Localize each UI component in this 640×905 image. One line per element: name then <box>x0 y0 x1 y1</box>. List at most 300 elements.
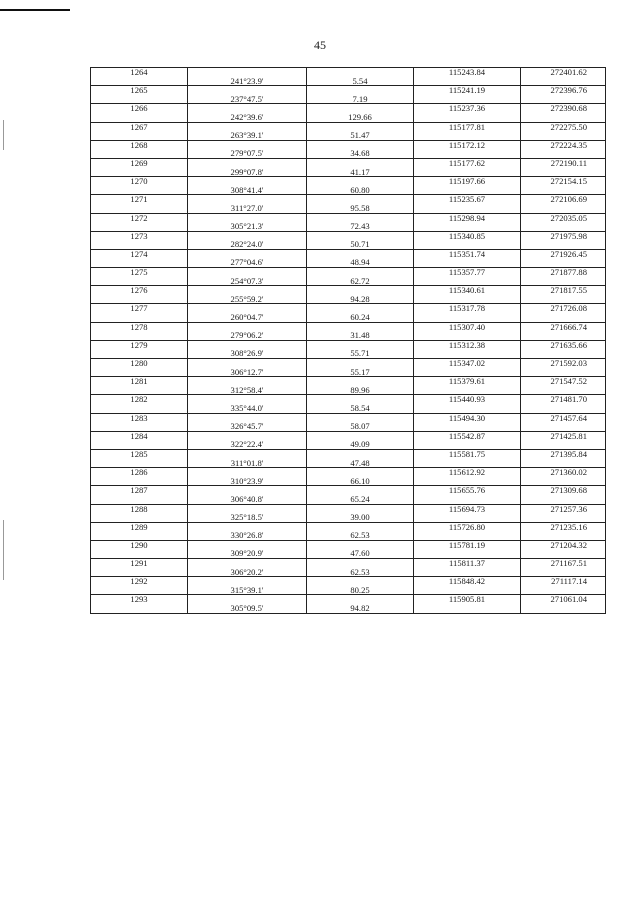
empty-cell <box>307 577 414 586</box>
bearing-angle-cell: 311°27.0' <box>188 204 307 213</box>
x-coordinate-cell: 115347.02 <box>414 359 521 368</box>
empty-cell <box>307 213 414 222</box>
segment-row <box>91 168 606 177</box>
empty-cell <box>521 568 606 577</box>
x-coordinate-cell: 115317.78 <box>414 304 521 313</box>
empty-cell <box>414 258 521 267</box>
distance-cell: 80.25 <box>307 586 414 595</box>
empty-cell <box>521 95 606 104</box>
empty-cell <box>521 240 606 249</box>
empty-cell <box>91 222 188 231</box>
distance-cell: 66.10 <box>307 477 414 486</box>
empty-cell <box>307 377 414 386</box>
empty-cell <box>188 249 307 258</box>
bearing-angle-cell: 306°20.2' <box>188 568 307 577</box>
point-row <box>91 86 606 95</box>
segment-row <box>91 222 606 231</box>
x-coordinate-cell: 115298.94 <box>414 213 521 222</box>
empty-cell <box>188 395 307 404</box>
bearing-angle-cell: 308°26.9' <box>188 349 307 358</box>
x-coordinate-cell: 115197.66 <box>414 177 521 186</box>
y-coordinate-cell: 271817.55 <box>521 286 606 295</box>
x-coordinate-cell: 115581.75 <box>414 449 521 458</box>
empty-cell <box>188 286 307 295</box>
bearing-angle-cell: 237°47.5' <box>188 95 307 104</box>
point-id-cell: 1281 <box>91 377 188 386</box>
y-coordinate-cell: 271547.52 <box>521 377 606 386</box>
y-coordinate-cell: 271360.02 <box>521 468 606 477</box>
x-coordinate-cell: 115177.81 <box>414 122 521 131</box>
empty-cell <box>521 204 606 213</box>
segment-row <box>91 386 606 395</box>
segment-row <box>91 568 606 577</box>
y-coordinate-cell: 271635.66 <box>521 340 606 349</box>
empty-cell <box>521 549 606 558</box>
page-number: 45 <box>314 38 326 52</box>
empty-cell <box>414 149 521 158</box>
distance-cell: 89.96 <box>307 386 414 395</box>
point-id-cell: 1288 <box>91 504 188 513</box>
y-coordinate-cell: 271061.04 <box>521 595 606 604</box>
empty-cell <box>521 604 606 613</box>
empty-cell <box>91 586 188 595</box>
point-row <box>91 413 606 422</box>
point-row <box>91 377 606 386</box>
x-coordinate-cell: 115655.76 <box>414 486 521 495</box>
empty-cell <box>91 258 188 267</box>
empty-cell <box>521 331 606 340</box>
segment-row <box>91 277 606 286</box>
segment-row <box>91 513 606 522</box>
bearing-angle-cell: 311°01.8' <box>188 459 307 468</box>
segment-row <box>91 586 606 595</box>
distance-cell: 49.09 <box>307 440 414 449</box>
empty-cell <box>91 131 188 140</box>
empty-cell <box>188 86 307 95</box>
point-row <box>91 104 606 113</box>
point-row <box>91 68 606 77</box>
segment-row <box>91 295 606 304</box>
distance-cell: 51.47 <box>307 131 414 140</box>
coordinates-table-body <box>91 68 606 614</box>
point-row <box>91 140 606 149</box>
segment-row <box>91 349 606 358</box>
empty-cell <box>307 249 414 258</box>
empty-cell <box>414 495 521 504</box>
empty-cell <box>91 149 188 158</box>
point-id-cell: 1266 <box>91 104 188 113</box>
empty-cell <box>91 186 188 195</box>
empty-cell <box>414 440 521 449</box>
bearing-angle-cell: 279°06.2' <box>188 331 307 340</box>
empty-cell <box>307 395 414 404</box>
empty-cell <box>521 422 606 431</box>
bearing-angle-cell: 308°41.4' <box>188 186 307 195</box>
empty-cell <box>188 177 307 186</box>
empty-cell <box>414 531 521 540</box>
point-id-cell: 1270 <box>91 177 188 186</box>
empty-cell <box>91 204 188 213</box>
point-id-cell: 1280 <box>91 359 188 368</box>
empty-cell <box>521 186 606 195</box>
empty-cell <box>91 295 188 304</box>
x-coordinate-cell: 115357.77 <box>414 268 521 277</box>
empty-cell <box>188 522 307 531</box>
distance-cell: 41.17 <box>307 168 414 177</box>
empty-cell <box>414 549 521 558</box>
empty-cell <box>521 495 606 504</box>
empty-cell <box>307 104 414 113</box>
y-coordinate-cell: 271425.81 <box>521 431 606 440</box>
empty-cell <box>414 513 521 522</box>
point-id-cell: 1279 <box>91 340 188 349</box>
distance-cell: 60.80 <box>307 186 414 195</box>
distance-cell: 50.71 <box>307 240 414 249</box>
y-coordinate-cell: 271457.64 <box>521 413 606 422</box>
bearing-angle-cell: 312°58.4' <box>188 386 307 395</box>
segment-row <box>91 186 606 195</box>
empty-cell <box>188 449 307 458</box>
empty-cell <box>307 595 414 604</box>
y-coordinate-cell: 272035.05 <box>521 213 606 222</box>
empty-cell <box>414 95 521 104</box>
empty-cell <box>307 540 414 549</box>
point-row <box>91 449 606 458</box>
empty-cell <box>307 340 414 349</box>
y-coordinate-cell: 272401.62 <box>521 68 606 77</box>
empty-cell <box>521 586 606 595</box>
segment-row <box>91 440 606 449</box>
empty-cell <box>188 595 307 604</box>
x-coordinate-cell: 115848.42 <box>414 577 521 586</box>
distance-cell: 7.19 <box>307 95 414 104</box>
x-coordinate-cell: 115235.67 <box>414 195 521 204</box>
empty-cell <box>307 68 414 77</box>
bearing-angle-cell: 310°23.9' <box>188 477 307 486</box>
empty-cell <box>521 277 606 286</box>
empty-cell <box>91 331 188 340</box>
scan-edge-mark <box>3 520 4 580</box>
y-coordinate-cell: 271167.51 <box>521 559 606 568</box>
point-id-cell: 1289 <box>91 522 188 531</box>
bearing-angle-cell: 305°09.5' <box>188 604 307 613</box>
empty-cell <box>414 131 521 140</box>
empty-cell <box>414 313 521 322</box>
empty-cell <box>188 413 307 422</box>
bearing-angle-cell: 241°23.9' <box>188 77 307 86</box>
x-coordinate-cell: 115312.38 <box>414 340 521 349</box>
point-row <box>91 540 606 549</box>
point-row <box>91 468 606 477</box>
segment-row <box>91 549 606 558</box>
point-id-cell: 1290 <box>91 540 188 549</box>
empty-cell <box>414 295 521 304</box>
empty-cell <box>188 540 307 549</box>
empty-cell <box>307 86 414 95</box>
segment-row <box>91 149 606 158</box>
point-id-cell: 1291 <box>91 559 188 568</box>
segment-row <box>91 313 606 322</box>
empty-cell <box>91 604 188 613</box>
bearing-angle-cell: 255°59.2' <box>188 295 307 304</box>
point-id-cell: 1278 <box>91 322 188 331</box>
empty-cell <box>188 104 307 113</box>
empty-cell <box>91 477 188 486</box>
y-coordinate-cell: 271117.14 <box>521 577 606 586</box>
empty-cell <box>188 68 307 77</box>
segment-row <box>91 459 606 468</box>
empty-cell <box>521 258 606 267</box>
empty-cell <box>307 322 414 331</box>
point-row <box>91 359 606 368</box>
y-coordinate-cell: 271395.84 <box>521 449 606 458</box>
point-row <box>91 158 606 167</box>
empty-cell <box>91 531 188 540</box>
empty-cell <box>307 486 414 495</box>
y-coordinate-cell: 271204.32 <box>521 540 606 549</box>
point-row <box>91 577 606 586</box>
y-coordinate-cell: 271309.68 <box>521 486 606 495</box>
segment-row <box>91 422 606 431</box>
top-rule <box>0 9 70 11</box>
point-id-cell: 1273 <box>91 231 188 240</box>
segment-row <box>91 495 606 504</box>
bearing-angle-cell: 322°22.4' <box>188 440 307 449</box>
bearing-angle-cell: 306°40.8' <box>188 495 307 504</box>
point-row <box>91 122 606 131</box>
empty-cell <box>414 422 521 431</box>
distance-cell: 39.00 <box>307 513 414 522</box>
bearing-angle-cell: 326°45.7' <box>188 422 307 431</box>
bearing-angle-cell: 277°04.6' <box>188 258 307 267</box>
point-id-cell: 1274 <box>91 249 188 258</box>
empty-cell <box>188 468 307 477</box>
empty-cell <box>521 404 606 413</box>
distance-cell: 31.48 <box>307 331 414 340</box>
empty-cell <box>414 568 521 577</box>
segment-row <box>91 113 606 122</box>
distance-cell: 58.07 <box>307 422 414 431</box>
empty-cell <box>91 240 188 249</box>
empty-cell <box>521 531 606 540</box>
bearing-angle-cell: 254°07.3' <box>188 277 307 286</box>
bearing-angle-cell: 260°04.7' <box>188 313 307 322</box>
segment-row <box>91 477 606 486</box>
empty-cell <box>188 268 307 277</box>
distance-cell: 95.58 <box>307 204 414 213</box>
bearing-angle-cell: 325°18.5' <box>188 513 307 522</box>
empty-cell <box>521 368 606 377</box>
bearing-angle-cell: 306°12.7' <box>188 368 307 377</box>
y-coordinate-cell: 271235.16 <box>521 522 606 531</box>
point-row <box>91 177 606 186</box>
x-coordinate-cell: 115494.30 <box>414 413 521 422</box>
empty-cell <box>91 168 188 177</box>
y-coordinate-cell: 272390.68 <box>521 104 606 113</box>
point-row <box>91 231 606 240</box>
point-id-cell: 1293 <box>91 595 188 604</box>
empty-cell <box>414 459 521 468</box>
point-id-cell: 1286 <box>91 468 188 477</box>
point-id-cell: 1275 <box>91 268 188 277</box>
empty-cell <box>521 440 606 449</box>
point-id-cell: 1287 <box>91 486 188 495</box>
empty-cell <box>307 122 414 131</box>
empty-cell <box>188 359 307 368</box>
point-id-cell: 1267 <box>91 122 188 131</box>
point-id-cell: 1283 <box>91 413 188 422</box>
empty-cell <box>414 586 521 595</box>
x-coordinate-cell: 115340.85 <box>414 231 521 240</box>
empty-cell <box>414 186 521 195</box>
empty-cell <box>188 340 307 349</box>
empty-cell <box>91 77 188 86</box>
y-coordinate-cell: 271926.45 <box>521 249 606 258</box>
y-coordinate-cell: 271975.98 <box>521 231 606 240</box>
point-row <box>91 486 606 495</box>
empty-cell <box>91 404 188 413</box>
empty-cell <box>188 377 307 386</box>
segment-row <box>91 240 606 249</box>
point-row <box>91 395 606 404</box>
empty-cell <box>414 240 521 249</box>
point-id-cell: 1285 <box>91 449 188 458</box>
y-coordinate-cell: 271666.74 <box>521 322 606 331</box>
x-coordinate-cell: 115612.92 <box>414 468 521 477</box>
x-coordinate-cell: 115307.40 <box>414 322 521 331</box>
y-coordinate-cell: 272396.76 <box>521 86 606 95</box>
point-id-cell: 1268 <box>91 140 188 149</box>
bearing-angle-cell: 335°44.0' <box>188 404 307 413</box>
segment-row <box>91 95 606 104</box>
bearing-angle-cell: 279°07.5' <box>188 149 307 158</box>
x-coordinate-cell: 115241.19 <box>414 86 521 95</box>
empty-cell <box>307 286 414 295</box>
empty-cell <box>414 77 521 86</box>
distance-cell: 62.72 <box>307 277 414 286</box>
empty-cell <box>414 404 521 413</box>
x-coordinate-cell: 115440.93 <box>414 395 521 404</box>
x-coordinate-cell: 115243.84 <box>414 68 521 77</box>
point-id-cell: 1271 <box>91 195 188 204</box>
empty-cell <box>188 504 307 513</box>
empty-cell <box>307 359 414 368</box>
empty-cell <box>307 504 414 513</box>
segment-row <box>91 77 606 86</box>
distance-cell: 72.43 <box>307 222 414 231</box>
empty-cell <box>188 158 307 167</box>
empty-cell <box>414 331 521 340</box>
bearing-angle-cell: 299°07.8' <box>188 168 307 177</box>
distance-cell: 60.24 <box>307 313 414 322</box>
empty-cell <box>521 477 606 486</box>
distance-cell: 47.60 <box>307 549 414 558</box>
empty-cell <box>188 195 307 204</box>
empty-cell <box>188 122 307 131</box>
coordinates-table <box>90 67 606 614</box>
empty-cell <box>91 313 188 322</box>
empty-cell <box>91 513 188 522</box>
empty-cell <box>188 486 307 495</box>
y-coordinate-cell: 271257.36 <box>521 504 606 513</box>
empty-cell <box>414 113 521 122</box>
empty-cell <box>414 368 521 377</box>
point-row <box>91 340 606 349</box>
point-id-cell: 1269 <box>91 158 188 167</box>
empty-cell <box>91 386 188 395</box>
y-coordinate-cell: 272190.11 <box>521 158 606 167</box>
distance-cell: 47.48 <box>307 459 414 468</box>
empty-cell <box>414 604 521 613</box>
empty-cell <box>521 295 606 304</box>
y-coordinate-cell: 272154.15 <box>521 177 606 186</box>
empty-cell <box>91 368 188 377</box>
point-id-cell: 1264 <box>91 68 188 77</box>
y-coordinate-cell: 272275.50 <box>521 122 606 131</box>
point-row <box>91 249 606 258</box>
empty-cell <box>307 231 414 240</box>
x-coordinate-cell: 115177.62 <box>414 158 521 167</box>
bearing-angle-cell: 282°24.0' <box>188 240 307 249</box>
y-coordinate-cell: 271481.70 <box>521 395 606 404</box>
empty-cell <box>188 322 307 331</box>
y-coordinate-cell: 271726.08 <box>521 304 606 313</box>
point-id-cell: 1282 <box>91 395 188 404</box>
empty-cell <box>521 222 606 231</box>
empty-cell <box>307 158 414 167</box>
y-coordinate-cell: 271877.88 <box>521 268 606 277</box>
empty-cell <box>307 413 414 422</box>
empty-cell <box>521 513 606 522</box>
point-row <box>91 304 606 313</box>
bearing-angle-cell: 309°20.9' <box>188 549 307 558</box>
segment-row <box>91 131 606 140</box>
point-id-cell: 1292 <box>91 577 188 586</box>
empty-cell <box>188 213 307 222</box>
empty-cell <box>307 177 414 186</box>
x-coordinate-cell: 115379.61 <box>414 377 521 386</box>
point-row <box>91 522 606 531</box>
point-id-cell: 1277 <box>91 304 188 313</box>
segment-row <box>91 258 606 267</box>
empty-cell <box>521 386 606 395</box>
y-coordinate-cell: 272224.35 <box>521 140 606 149</box>
empty-cell <box>307 304 414 313</box>
empty-cell <box>521 168 606 177</box>
empty-cell <box>307 431 414 440</box>
point-id-cell: 1272 <box>91 213 188 222</box>
y-coordinate-cell: 271592.03 <box>521 359 606 368</box>
empty-cell <box>188 559 307 568</box>
bearing-angle-cell: 330°26.8' <box>188 531 307 540</box>
x-coordinate-cell: 115340.61 <box>414 286 521 295</box>
empty-cell <box>307 468 414 477</box>
distance-cell: 58.54 <box>307 404 414 413</box>
x-coordinate-cell: 115781.19 <box>414 540 521 549</box>
x-coordinate-cell: 115237.36 <box>414 104 521 113</box>
segment-row <box>91 531 606 540</box>
empty-cell <box>91 422 188 431</box>
empty-cell <box>307 195 414 204</box>
distance-cell: 55.71 <box>307 349 414 358</box>
empty-cell <box>414 277 521 286</box>
distance-cell: 62.53 <box>307 531 414 540</box>
empty-cell <box>91 349 188 358</box>
point-id-cell: 1284 <box>91 431 188 440</box>
empty-cell <box>414 222 521 231</box>
point-row <box>91 268 606 277</box>
point-row <box>91 213 606 222</box>
